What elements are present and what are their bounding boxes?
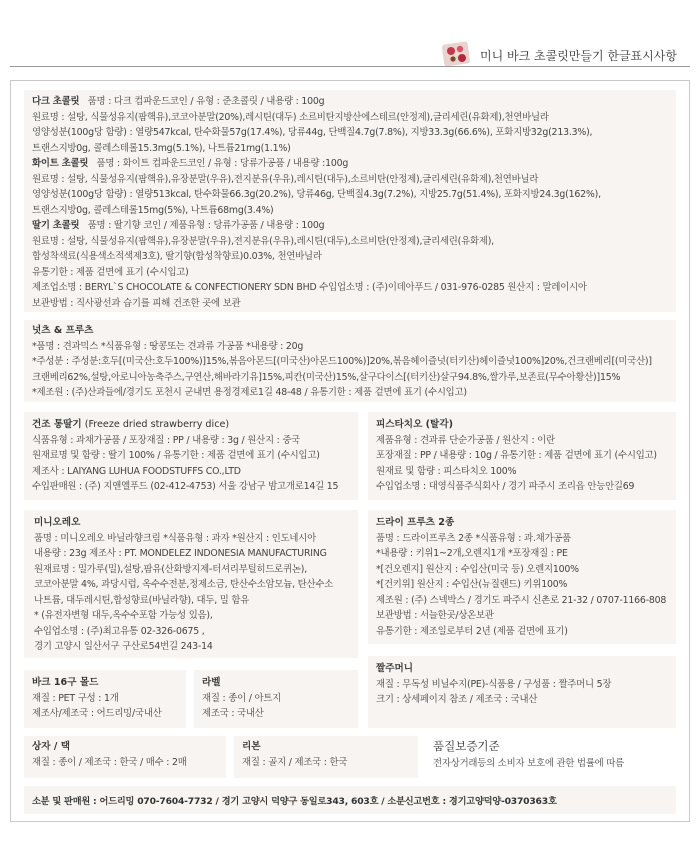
dark-choco-line: 트랜스지방0g, 콜레스테롤15.3mg(5.1%), 나트륨21mg(1.1%) (32, 142, 291, 154)
dried-strawberry-title-en: (Freeze dried strawberry dice) (81, 419, 230, 430)
page-title: 미니 바크 초콜릿만들기 한글표시사항 (480, 49, 677, 63)
dark-choco-line: 영양성분(100g당 함량) : 열량547kcal, 탄수화물57g(17.4%), 당류44g, 단백질4.7g(7.8%), 지방33.3g(66.6%), 포화지방32g(213.3%), (32, 127, 593, 138)
straw-choco-line: 제조업소명 : BERYL`S CHOCOLATE & CONFECTIONERY SDN BHD 수입업소명 : (주)이데아푸드 / 031-976-0285 원산지 : 말레이시아 (32, 282, 587, 293)
oreo-line: 나트륨, 대두레시틴,합성향료(바닐라향), 대두, 밀 함유 (34, 594, 250, 606)
seller-footer (24, 786, 676, 814)
straw-choco-line: 합성착색료(식용색소적색제3호), 딸기향(합성착향료)0.03%, 천연바닐라 (32, 251, 322, 262)
oreo-line: 원재료명 : 밀가루(밀),설탕,팜유(산화방지제-터셔리부틸히드로퀴논), (34, 563, 307, 575)
box-tag-line: 재질 : 종이 / 제조국 : 한국 / 매수 : 2매 (32, 756, 187, 768)
dry-fruit-line: 유통기한 : 제조일로부터 2년 (제품 겉면에 표기) (376, 625, 568, 637)
box-tag-section (24, 736, 226, 778)
label-title: 라벨 (202, 677, 221, 688)
dried-strawberry-title: 건조 통딸기 (32, 419, 82, 430)
dried-strawberry-section (24, 412, 358, 500)
oreo-title: 미니오레오 (34, 517, 81, 528)
dark-choco-title: 다크 초콜릿 (32, 96, 80, 107)
white-choco-line: 트랜스지방0g, 콜레스테롤15mg(5%), 나트륨68mg(3.4%) (32, 204, 274, 216)
mold-title: 바크 16구 몰드 (32, 677, 99, 688)
white-choco-line: 원료명 : 설탕, 식물성유지(팜핵유),유장분말(우유),전지분유(우유),레시틴(대두),소르비탄(안정제),글리세린(유화제),천연바닐라 (32, 173, 539, 185)
dry-fruit-line: *[건키위] 원산지 : 수입산(뉴질랜드) 키위100% (376, 579, 568, 590)
white-choco-line: 영양성분(100g당 함량) : 열량513kcal, 탄수화물66.3g(20.2%), 당류46g, 단백질4.3g(7.2%), 지방25.7g(51.4%), 포화지방24.3g(162%), (32, 189, 601, 200)
ribbon-title: 리본 (242, 741, 261, 752)
dry-fruit-line: 제조원 : (주) 스넥박스 / 경기도 파주시 신촌로 21-32 / 0707-1166-808 (376, 594, 667, 606)
product-thumbnail-icon (441, 40, 473, 68)
dried-strawberry-line: 식품유형 : 과채가공품 / 포장재질 : PP / 내용량 : 3g / 원산지 : 중국 (32, 434, 301, 446)
oreo-line: 경기 고양시 일산서구 구산로54번길 243-14 (34, 641, 213, 652)
pistachio-title: 피스타치오 (탈각) (376, 419, 453, 430)
pistachio-line: 원재료 및 함량 : 피스타치오 100% (376, 465, 517, 477)
dark-choco-line: 원료명 : 설탕, 식물성유지(팜핵유),코코아분말(20%),레시틴(대두) 소르비탄지방산에스테르(안정제),글리세린(유화제),천연바닐라 (32, 111, 549, 123)
nuts-line: *주성분 : 주성분:호두[(미국산:호두100%)]15%,볶음아몬드[(미국산)아몬드100%)]20%,볶음헤이즐넛(터키산)헤이즐넛100%]20%,건크랜베리[(미국산)] (32, 356, 652, 367)
mold-line: 제조사/제조국 : 어드리밍/국내산 (32, 708, 162, 719)
dried-strawberry-line: 수입판매원 : (주) 지앤엘푸드 (02-412-4753) 서울 강남구 밤고개로14길 15 (32, 481, 339, 492)
straw-choco-line: 유통기한 : 제품 겉면에 표기 (수시입고) (32, 266, 189, 278)
piping-bag-section (368, 656, 676, 728)
oreo-line: 내용량 : 23g 제조사 : PT. MONDELEZ INDONESIA MANUFACTURING (34, 548, 327, 559)
label-line: 재질 : 종이 / 아트지 (202, 692, 282, 704)
nuts-section (24, 320, 676, 402)
dry-fruit-line: 품명 : 드라이프루츠 2종 *식품유형 : 과.채가공품 (376, 532, 572, 544)
quality-title: 품질보증기준 (433, 739, 500, 753)
oreo-line: * (유전자변형 대두,옥수수포함 가능성 있음), (34, 610, 213, 621)
box-tag-title: 상자 / 택 (32, 741, 70, 752)
straw-choco-line: 보관방법 : 직사광선과 습기를 피해 건조한 곳에 보관 (32, 297, 241, 309)
label-section (194, 670, 358, 728)
oreo-line: 코코아분말 4%, 과당시럽, 옥수수전분,정제소금, 탄산수소암모늄, 탄산수소 (34, 579, 334, 590)
nuts-title: 넛츠 & 프루츠 (32, 325, 94, 336)
seller-info: 소분 및 판매원 : 어드리밍 070-7604-7732 / 경기 고양시 덕양구 동일로343, 603호 / 소분신고번호 : 경기고양덕양-0370363호 (32, 796, 557, 807)
pistachio-line: 수입업소명 : 대영식품주식회사 / 경기 파주시 조리읍 안능안길69 (376, 481, 635, 492)
straw-choco-title: 딸기 초콜릿 (32, 220, 80, 231)
dried-strawberry-line: 원재료명 및 함량 : 딸기 100% / 유통기한 : 제품 겉면에 표기 (수시입고) (32, 450, 320, 461)
nuts-line: 크랜베리62%,설탕,아로니아농축주스,구연산,해바라기유]15%,피칸(미국산)15%,살구다이스[(터키산)살구94.8%,쌀가루,보존료(무수아황산)]15% (32, 371, 621, 383)
label-line: 제조국 : 국내산 (202, 708, 264, 719)
pistachio-line: 제품유형 : 견과류 단순가공품 / 원산지 : 이란 (376, 434, 555, 446)
nuts-line: *제조원 : (주)산과들에/경기도 포천시 군내면 용정경제로1길 48-48 / 유통기한 : 제품 겉면에 표기 (수시입고) (32, 387, 467, 398)
piping-bag-line: 크기 : 상세페이지 참조 / 제조국 : 국내산 (376, 694, 538, 705)
header-divider (10, 66, 690, 67)
white-choco-line: 품명 : 화이트 컴파운드코인 / 유형 : 당류가공품 / 내용량 :100g (96, 158, 349, 169)
pistachio-section (368, 412, 676, 500)
straw-choco-line: 원료명 : 설탕, 식물성유지(팜핵유),유장분말(우유),전지분유(우유),레시틴(대두),소르비탄(안정제),글리세린(유화제), (32, 235, 494, 247)
dry-fruit-line: *내용량 : 키위1~2개,오렌지1개 *포장재질 : PE (376, 548, 568, 559)
dry-fruit-section (368, 510, 676, 644)
mold-line: 재질 : PET 구성 : 1개 (32, 692, 119, 704)
mold-section (24, 670, 186, 728)
dark-choco-line: 품명 : 다크 컴파운드코인 / 유형 : 준초콜릿 / 내용량 : 100g (87, 96, 325, 107)
ribbon-line: 재질 : 골지 / 제조국 : 한국 (242, 756, 348, 768)
oreo-line: 수입업소명 : (주)최고유통 02-326-0675 , (34, 625, 205, 637)
straw-choco-line: 품명 : 딸기향 코인 / 제품유형 : 당류가공품 / 내용량 : 100g (87, 220, 325, 231)
piping-bag-line: 재질 : 무독성 비닐수지(PE)-식품용 / 구성품 : 짤주머니 5장 (376, 678, 612, 690)
nuts-line: *품명 : 견과믹스 *식품유형 : 땅콩또는 견과류 가공품 *내용량 : 20g (32, 340, 304, 352)
pistachio-line: 포장재질 : PP / 내용량 : 10g / 유통기한 : 제품 겉면에 표기 (수시입고) (376, 450, 657, 461)
dry-fruit-title: 드라이 프루츠 2종 (376, 517, 455, 528)
white-choco-title: 화이트 초콜릿 (32, 158, 89, 169)
piping-bag-title: 짤주머니 (376, 663, 414, 674)
chocolate-section (24, 90, 676, 312)
dried-strawberry-line: 제조사 : LAIYANG LUHUA FOODSTUFFS CO.,LTD (32, 465, 241, 477)
dry-fruit-line: *[건오렌지] 원산지 : 수입산(미국 등) 오렌지100% (376, 563, 579, 575)
dry-fruit-line: 보관방법 : 서늘한곳/상온보관 (376, 610, 494, 621)
oreo-section (24, 510, 358, 658)
oreo-line: 품명 : 미니오레오 바닐라향크림 *식품유형 : 과자 *원산지 : 인도네시아 (34, 532, 316, 544)
quality-text: 전자상거래등의 소비자 보호에 관한 법률에 따름 (433, 758, 625, 769)
ribbon-section (234, 736, 418, 778)
